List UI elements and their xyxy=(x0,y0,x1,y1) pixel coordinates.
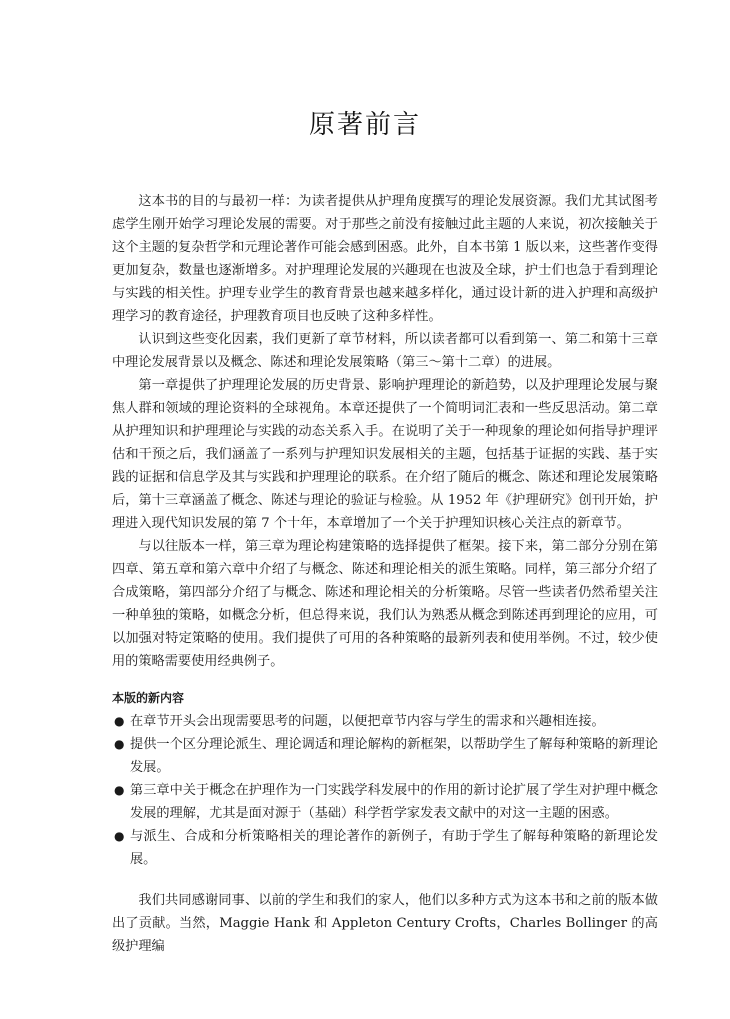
new-content-list xyxy=(112,710,658,871)
list-item xyxy=(112,710,658,733)
list-item xyxy=(112,825,658,871)
new-content-heading: 本版的新内容 xyxy=(112,691,185,705)
bullet-icon: ● xyxy=(114,714,125,728)
paragraph-updates: 认识到这些变化因素，我们更新了章节材料，所以读者都可以看到第一、第二和第十三章中理论发展背景以及概念、陈述和理论发展策略（第三～第十二章）的进展。 xyxy=(112,332,658,370)
paragraph-purpose: 这本书的目的与最初一样：为读者提供从护理角度撰写的理论发展资源。我们尤其试图考虑学生刚开始学习理论发展的需要。对于那些之前没有接触过此主题的人来说，初次接触关于这个主题的复杂哲学和元理论著作可能会感到困惑。此外，自本书第 1 版以来，这些著作变得更加复杂，数量也逐渐增多。对护理理论发展的兴趣现在也波及全球，护士们也急于看到理论与实践的相关性。护理专业学生的教育背景也越来越多样化，通过设计新的进入护理和高级护理学习的教育途径，护理教育项目也反映了这种多样性。 xyxy=(112,194,658,324)
paragraph-chapter-one: 第一章提供了护理理论发展的历史背景、影响护理理论的新趋势，以及护理理论发展与聚焦人群和领域的理论资料的全球视角。本章还提供了一个简明词汇表和一些反思活动。第二章从护理知识和护理理论与实践的动态关系入手。在说明了关于一种现象的理论如何指导护理评估和干预之后，我们涵盖了一系列与护理知识发展相关的主题，包括基于证据的实践、基于实践的证据和信息学及其与实践和护理理论的联系。在介绍了随后的概念、陈述和理论发展策略后，第十三章涵盖了概念、陈述与理论的验证与检验。从 1952 年《护理研究》创刊开始，护理进入现代知识发展的第 7 个十年，本章增加了一个关于护理知识核心关注点的新章节。 xyxy=(112,378,658,531)
paragraph-acknowledgements: 我们共同感谢同事、以前的学生和我们的家人，他们以多种方式为这本书和之前的版本做出了贡献。当然，Maggie Hank 和 Appleton Century Crofts，Charles Bollinger 的高级护理编 xyxy=(112,893,658,954)
bullet-icon: ● xyxy=(114,829,125,843)
list-item-text: 第三章中关于概念在护理作为一门实践学科发展中的作用的新讨论扩展了学生对护理中概念发展的理解，尤其是面对源于（基础）科学哲学家发表文献中的对这一主题的困惑。 xyxy=(130,783,658,821)
bullet-icon: ● xyxy=(114,783,125,797)
list-item xyxy=(112,733,658,779)
list-item-text: 提供一个区分理论派生、理论调适和理论解构的新框架，以帮助学生了解每种策略的新理论发展。 xyxy=(130,737,658,775)
bullet-icon: ● xyxy=(114,737,125,751)
paragraph-chapter-three: 与以往版本一样，第三章为理论构建策略的选择提供了框架。接下来，第二部分分别在第四章、第五章和第六章中介绍了与概念、陈述和理论相关的派生策略。同样，第三部分介绍了合成策略，第四部分介绍了与概念、陈述和理论相关的分析策略。尽管一些读者仍然希望关注一种单独的策略，如概念分析，但总得来说，我们认为熟悉从概念到陈述再到理论的应用，可以加强对特定策略的使用。我们提供了可用的各种策略的最新列表和使用举例。不过，较少使用的策略需要使用经典例子。 xyxy=(112,539,658,669)
preface-body xyxy=(112,190,658,958)
list-item xyxy=(112,779,658,825)
list-item-text: 与派生、合成和分析策略相关的理论著作的新例子，有助于学生了解每种策略的新理论发展。 xyxy=(130,829,658,867)
page-title: 原著前言 xyxy=(308,110,421,140)
list-item-text: 在章节开头会出现需要思考的问题，以便把章节内容与学生的需求和兴趣相连接。 xyxy=(130,714,605,729)
